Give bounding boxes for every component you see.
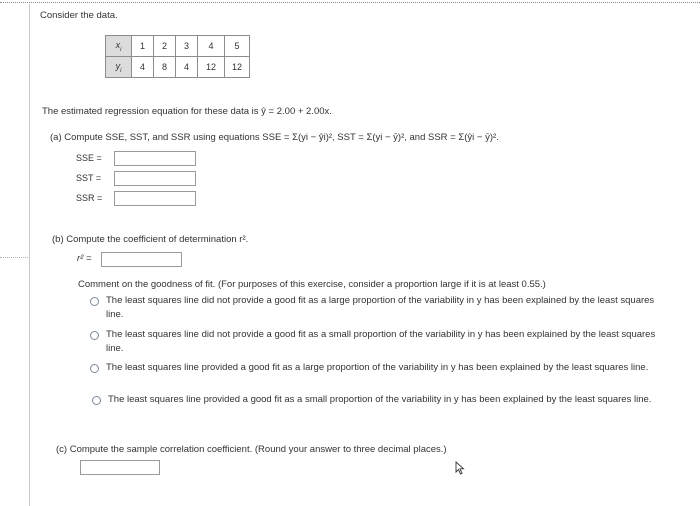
option-1-radio[interactable] — [90, 297, 99, 306]
r2-label: r² = — [77, 253, 92, 264]
part-c-prompt: (c) Compute the sample correlation coefficient. (Round your answer to three decimal places.) — [56, 444, 447, 455]
table-header-y: $y_i$ — [106, 57, 132, 78]
table-cell-y-5: 12 — [225, 57, 250, 78]
table-cell-x-3: 3 — [176, 36, 198, 57]
table-cell-y-2: 8 — [154, 57, 176, 78]
option-4-radio[interactable] — [92, 396, 101, 405]
ssr-input[interactable] — [114, 191, 196, 206]
ssr-label: SSR = — [76, 193, 103, 203]
table-cell-y-3: 4 — [176, 57, 198, 78]
part-a-prompt: (a) Compute SSE, SST, and SSR using equations SSE = Σ(yi − ŷi)², SST = Σ(yi − ȳ)², and SSR = Σ(ŷi − ȳ)². — [50, 132, 499, 143]
part-b-prompt: (b) Compute the coefficient of determination r². — [52, 234, 249, 245]
option-3-radio[interactable] — [90, 364, 99, 373]
option-1-text[interactable]: The least squares line did not provide a good fit as a large proportion of the variability in y has been explained by the least squares line. — [106, 295, 655, 320]
regression-text: The estimated regression equation for these data is — [42, 106, 259, 117]
goodness-of-fit-comment: Comment on the goodness of fit. (For purposes of this exercise, consider a proportion large if it is at least 0.55.) — [78, 279, 546, 290]
option-3-text[interactable]: The least squares line provided a good fit as a large proportion of the variability in y has been explained by the least squares line. — [106, 362, 649, 373]
option-2-text[interactable]: The least squares line did not provide a good fit as a small proportion of the variability in y has been explained by the least squares line. — [106, 329, 656, 354]
table-row-x — [106, 36, 250, 57]
option-2-radio[interactable] — [90, 331, 99, 340]
intro-text: Consider the data. — [40, 10, 118, 21]
top-dotted-divider — [0, 2, 700, 3]
left-margin-dotted-line — [0, 257, 28, 258]
sst-label: SST = — [76, 173, 102, 183]
option-4-text[interactable]: The least squares line provided a good fit as a small proportion of the variability in y has been explained by the least squares line. — [108, 394, 652, 405]
correlation-input[interactable] — [80, 460, 160, 475]
table-cell-x-4: 4 — [198, 36, 225, 57]
table-header-x: $x_i$ — [106, 36, 132, 57]
sse-input[interactable] — [114, 151, 196, 166]
data-table — [105, 35, 250, 78]
table-cell-y-1: 4 — [132, 57, 154, 78]
regression-statement — [42, 106, 332, 117]
regression-equation: ŷ = 2.00 + 2.00x. — [261, 106, 332, 117]
table-cell-x-1: 1 — [132, 36, 154, 57]
table-cell-x-5: 5 — [225, 36, 250, 57]
table-row-y — [106, 57, 250, 78]
table-cell-y-4: 12 — [198, 57, 225, 78]
sse-label: SSE = — [76, 153, 102, 163]
sst-input[interactable] — [114, 171, 196, 186]
r2-input[interactable] — [101, 252, 182, 267]
mouse-cursor-icon — [455, 461, 467, 475]
table-cell-x-2: 2 — [154, 36, 176, 57]
